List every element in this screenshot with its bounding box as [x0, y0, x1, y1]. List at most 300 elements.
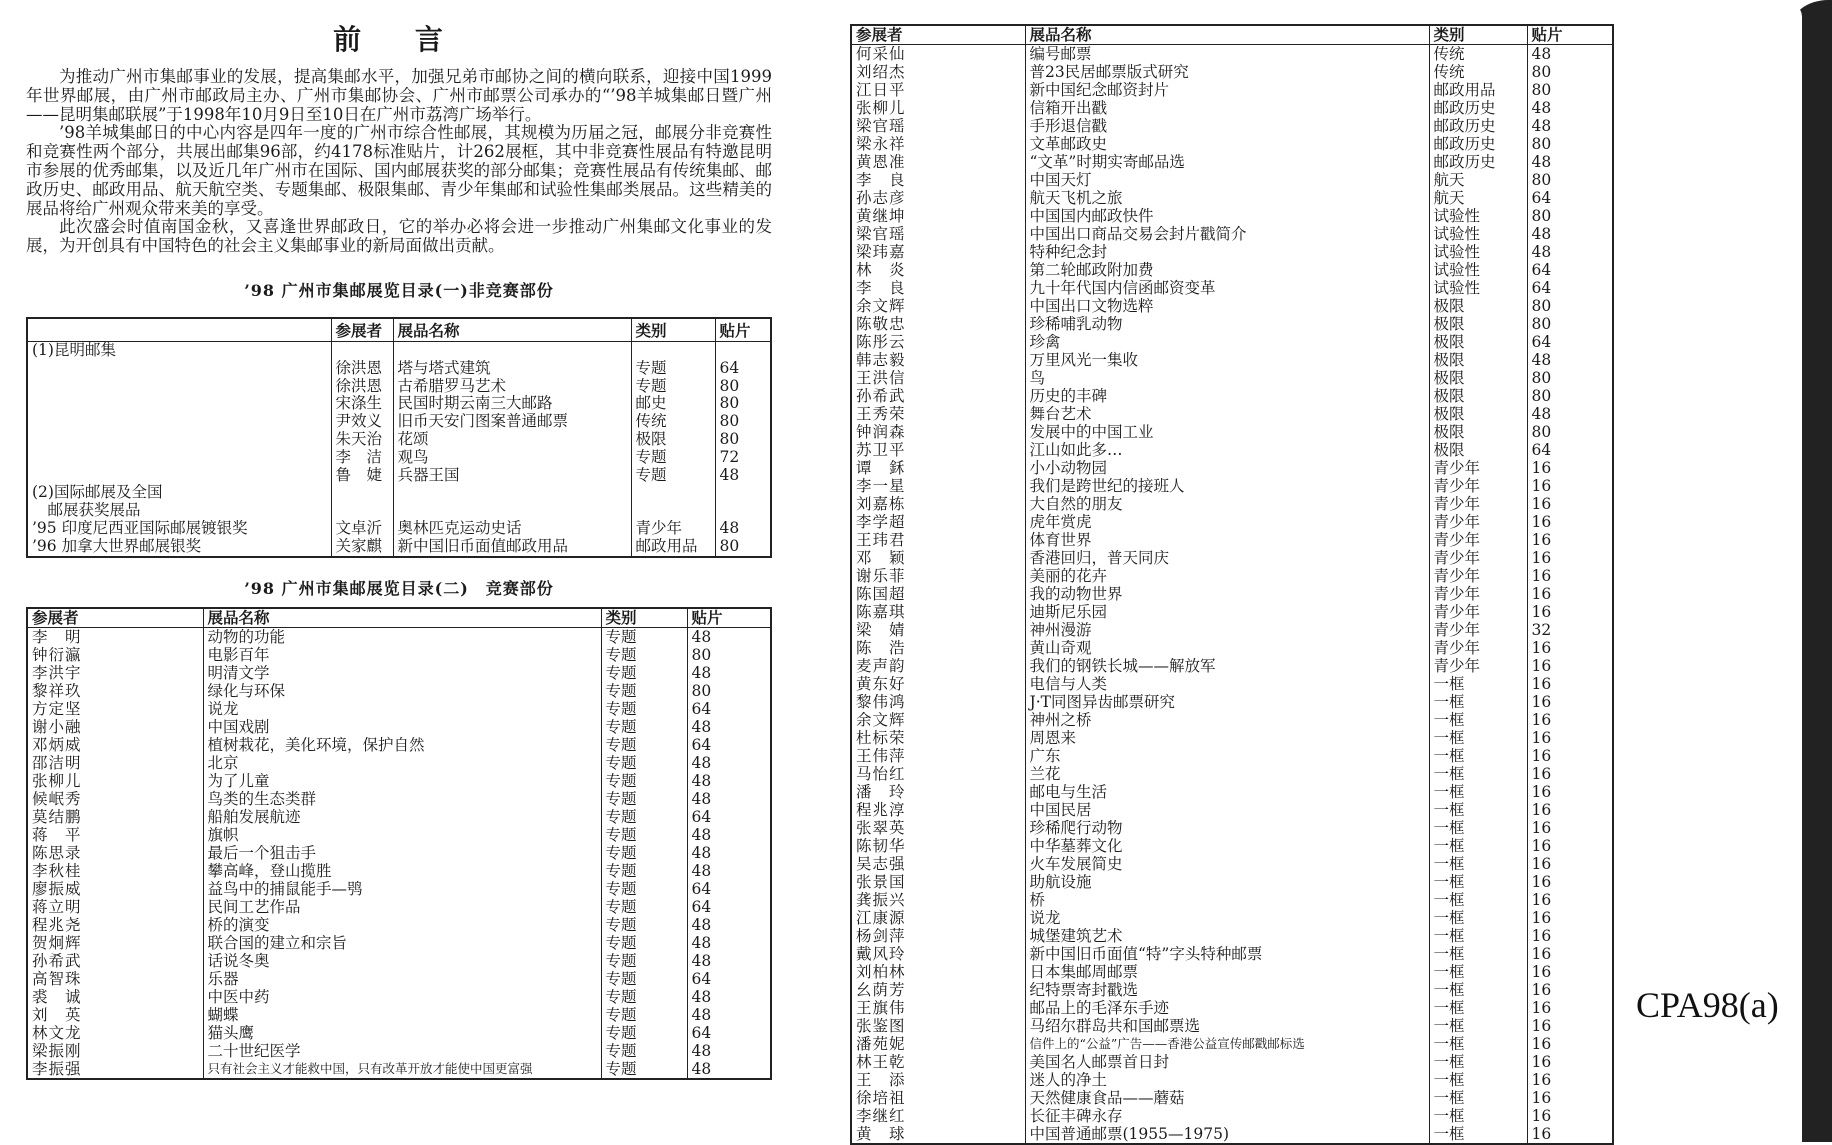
- table-cell: 一框: [1429, 711, 1527, 729]
- table-cell: 16: [1527, 1053, 1613, 1071]
- table-cell: 黎伟鸿: [856, 693, 906, 711]
- table-cell: 吴志强: [856, 855, 906, 873]
- table-cell: 64: [1527, 279, 1613, 297]
- table-cell: 极限: [1429, 405, 1527, 423]
- table-cell: 江康源: [856, 909, 906, 927]
- table-cell: 林 炎: [856, 261, 906, 279]
- table-cell: 乐器: [203, 970, 601, 988]
- table-row: [27, 700, 771, 718]
- table-row: [27, 682, 771, 700]
- table-cell: 专题: [601, 772, 687, 790]
- table-cell: 江日平: [856, 81, 906, 99]
- table-row: [27, 754, 771, 772]
- table-cell: 鸟: [1025, 369, 1429, 387]
- table-cell: 余文辉: [856, 711, 906, 729]
- table-cell: 手形退信戳: [1025, 117, 1429, 135]
- catalog3-body: [851, 45, 1613, 1145]
- catalog1-body: [27, 341, 771, 556]
- table-cell: 兵器王国: [393, 467, 631, 485]
- catalog2-table: [26, 607, 772, 1080]
- table-cell: 16: [1527, 459, 1613, 477]
- table-row: [851, 405, 1613, 423]
- table-row: [851, 189, 1613, 207]
- table-row: [851, 297, 1613, 315]
- table-row: [851, 657, 1613, 675]
- right-page: [850, 24, 1614, 1145]
- table-cell: 迷人的净土: [1025, 1071, 1429, 1089]
- table-cell: 广东: [1025, 747, 1429, 765]
- table-cell: 邮政历史: [1429, 135, 1527, 153]
- table-cell: 文革邮政史: [1025, 135, 1429, 153]
- table-cell: 邓 颖: [856, 549, 906, 567]
- table-cell: 贺炯辉: [32, 933, 82, 952]
- table-cell: 专题: [601, 826, 687, 844]
- table-cell: 16: [1527, 747, 1613, 765]
- table-row: [851, 135, 1613, 153]
- table-cell: 一框: [1429, 1017, 1527, 1035]
- table-cell: 高智珠: [32, 969, 82, 988]
- preface-body: [26, 68, 772, 256]
- table-cell: 钟润森: [856, 423, 906, 441]
- table-cell: 李 良: [856, 171, 906, 189]
- table-cell: 试验性: [1429, 207, 1527, 225]
- table-cell: 莫结鹏: [32, 807, 82, 826]
- table-cell: 张鉴图: [856, 1017, 906, 1035]
- table-cell: 绿化与环保: [203, 682, 601, 700]
- table-cell: 80: [687, 682, 771, 700]
- table-row: [851, 45, 1613, 64]
- table-cell: 万里风光一集收: [1025, 351, 1429, 369]
- table-cell: 64: [687, 1024, 771, 1042]
- table-cell: [331, 484, 393, 502]
- table-cell: 梁振刚: [32, 1041, 82, 1060]
- table-cell: 48: [687, 754, 771, 772]
- table-cell: 青少年: [1429, 495, 1527, 513]
- table-row: [851, 603, 1613, 621]
- header-cell: 参展者: [851, 25, 1025, 45]
- table-row: [851, 621, 1613, 639]
- table-cell: 青少年: [1429, 621, 1527, 639]
- table-cell: 极限: [1429, 315, 1527, 333]
- table-row: [27, 484, 771, 502]
- table-cell: 一框: [1429, 1107, 1527, 1125]
- table-cell: 陈 浩: [856, 639, 906, 657]
- table-cell: 孙志彦: [856, 189, 906, 207]
- table-cell: 极限: [1429, 297, 1527, 315]
- header-cell: 参展者: [27, 608, 203, 628]
- table-cell: 李秋桂: [32, 861, 82, 880]
- table-cell: 80: [715, 413, 771, 431]
- table-cell: 专题: [601, 988, 687, 1006]
- table-cell: 龚振兴: [856, 891, 906, 909]
- table-cell: 80: [715, 395, 771, 413]
- table-cell: 天然健康食品——蘑菇: [1025, 1089, 1429, 1107]
- table-cell: 黄恩准: [856, 153, 906, 171]
- table-row: [851, 459, 1613, 477]
- table-cell: 蒋 平: [32, 825, 82, 844]
- table-cell: 兰花: [1025, 765, 1429, 783]
- table-cell: 一框: [1429, 729, 1527, 747]
- left-page: [26, 18, 772, 1080]
- table-cell: 张翠英: [856, 819, 906, 837]
- table-cell: 王 添: [856, 1071, 906, 1089]
- table-cell: 专题: [601, 862, 687, 880]
- table-row: [851, 1089, 1613, 1107]
- table-row: [851, 585, 1613, 603]
- table-cell: 16: [1527, 477, 1613, 495]
- table-cell: [27, 378, 331, 396]
- table-row: [27, 862, 771, 880]
- table-header-row: [27, 318, 771, 342]
- table-cell: 一框: [1429, 981, 1527, 999]
- table-row: [27, 646, 771, 664]
- table-cell: 谢乐菲: [856, 567, 906, 585]
- table-cell: 80: [715, 378, 771, 396]
- table-cell: 传统: [1429, 63, 1527, 81]
- table-cell: 16: [1527, 1089, 1613, 1107]
- table-cell: 32: [1527, 621, 1613, 639]
- table-cell: 16: [1527, 567, 1613, 585]
- table-cell: 青少年: [1429, 459, 1527, 477]
- table-row: [27, 952, 771, 970]
- table-cell: 中国天灯: [1025, 171, 1429, 189]
- table-cell: 李洪宇: [32, 663, 82, 682]
- table-cell: 刘柏林: [856, 963, 906, 981]
- table-cell: 48: [687, 988, 771, 1006]
- table-cell: 极限: [1429, 387, 1527, 405]
- table-cell: 邮政用品: [631, 538, 715, 557]
- table-cell: 一框: [1429, 783, 1527, 801]
- table-row: [27, 1042, 771, 1060]
- table-cell: 专题: [601, 1042, 687, 1060]
- table-cell: 王秀荣: [856, 405, 906, 423]
- table-row: [851, 819, 1613, 837]
- table-cell: 极限: [1429, 441, 1527, 459]
- table-row: [27, 1060, 771, 1079]
- table-cell: 杨剑萍: [856, 927, 906, 945]
- table-row: [851, 675, 1613, 693]
- table-cell: 刘绍杰: [856, 63, 906, 81]
- table-cell: 48: [1527, 243, 1613, 261]
- table-cell: 中国普通邮票(1955—1975): [1025, 1125, 1429, 1144]
- table-cell: 48: [1527, 405, 1613, 423]
- table-cell: 鸟类的生态类群: [203, 790, 601, 808]
- table-row: [27, 808, 771, 826]
- table-cell: 80: [715, 431, 771, 449]
- table-row: [27, 664, 771, 682]
- table-cell: 邮史: [631, 395, 715, 413]
- preface-paragraph: 此次盛会时值南国金秋，又喜逢世界邮政日，它的举办必将会进一步推动广州集邮文化事业的发展，为开创具有中国特色的社会主义集邮事业的新局面做出贡献。: [26, 217, 772, 256]
- table-cell: 一框: [1429, 1125, 1527, 1144]
- table-row: [27, 1006, 771, 1024]
- table-cell: 16: [1527, 729, 1613, 747]
- table-cell: (2)国际邮展及全国: [32, 484, 163, 502]
- table-cell: 幺荫芳: [856, 981, 906, 999]
- table-cell: 专题: [601, 754, 687, 772]
- table-cell: 16: [1527, 603, 1613, 621]
- table-cell: 梁 婧: [856, 621, 906, 639]
- table-cell: 80: [1527, 297, 1613, 315]
- header-cell: 贴片: [687, 608, 771, 628]
- table-row: [27, 378, 771, 396]
- table-cell: 黎祥玖: [32, 681, 82, 700]
- table-cell: [631, 502, 715, 520]
- table-cell: 猫头鹰: [203, 1024, 601, 1042]
- table-cell: 蝴蝶: [203, 1006, 601, 1024]
- table-cell: 植树栽花，美化环境，保护自然: [203, 736, 601, 754]
- table-row: [27, 449, 771, 467]
- table-row: [851, 783, 1613, 801]
- table-row: [27, 467, 771, 485]
- table-header-row: [851, 25, 1613, 45]
- table-cell: 专题: [601, 700, 687, 718]
- table-cell: 廖振威: [32, 879, 82, 898]
- header-cell: 类别: [631, 318, 715, 342]
- table-row: [851, 315, 1613, 333]
- table-row: [27, 520, 771, 538]
- table-cell: 16: [1527, 585, 1613, 603]
- table-cell: 48: [687, 664, 771, 682]
- table-row: [851, 747, 1613, 765]
- table-cell: [27, 395, 331, 413]
- table-row: [27, 538, 771, 557]
- table-cell: 一框: [1429, 747, 1527, 765]
- table-cell: 16: [1527, 1035, 1613, 1053]
- table-row: [851, 495, 1613, 513]
- table-row: [851, 801, 1613, 819]
- table-cell: 80: [715, 538, 771, 557]
- table-cell: 16: [1527, 819, 1613, 837]
- table-cell: 专题: [601, 1060, 687, 1079]
- table-cell: 戴风玲: [856, 945, 906, 963]
- table-row: [851, 549, 1613, 567]
- header-cell: 展品名称: [1025, 25, 1429, 45]
- table-cell: 宋涤生: [331, 395, 393, 413]
- table-cell: 一框: [1429, 999, 1527, 1017]
- table-cell: 航天: [1429, 189, 1527, 207]
- table-cell: 48: [687, 772, 771, 790]
- table-cell: 80: [1527, 135, 1613, 153]
- table-cell: 黄 球: [856, 1125, 906, 1143]
- table-row: [851, 909, 1613, 927]
- table-cell: 杜标荣: [856, 729, 906, 747]
- table-cell: 试验性: [1429, 225, 1527, 243]
- table-cell: 64: [687, 736, 771, 754]
- table-cell: 80: [1527, 63, 1613, 81]
- table-cell: 专题: [601, 934, 687, 952]
- table-cell: 一框: [1429, 765, 1527, 783]
- table-cell: 李学超: [856, 513, 906, 531]
- table-row: [27, 898, 771, 916]
- header-cell: 类别: [601, 608, 687, 628]
- table-cell: 48: [687, 718, 771, 736]
- table-cell: 黄东好: [856, 675, 906, 693]
- table-cell: 古希腊罗马艺术: [393, 378, 631, 396]
- table-cell: 普23民居邮票版式研究: [1025, 63, 1429, 81]
- table-cell: 陈敬忠: [856, 315, 906, 333]
- table-cell: [393, 341, 631, 359]
- table-cell: 我们的钢铁长城——解放军: [1025, 657, 1429, 675]
- table-cell: 说龙: [203, 700, 601, 718]
- table-cell: 邮政历史: [1429, 99, 1527, 117]
- table-cell: 历史的丰碑: [1025, 387, 1429, 405]
- table-cell: 王玮君: [856, 531, 906, 549]
- table-cell: 梁玮嘉: [856, 243, 906, 261]
- table-cell: [27, 449, 331, 467]
- table-cell: 16: [1527, 657, 1613, 675]
- table-cell: 48: [687, 1042, 771, 1060]
- table-cell: ’96 加拿大世界邮展银奖: [32, 537, 202, 555]
- table-cell: 青少年: [1429, 477, 1527, 495]
- table-cell: [715, 341, 771, 359]
- table-cell: 专题: [601, 1006, 687, 1024]
- table-cell: 联合国的建立和宗旨: [203, 934, 601, 952]
- header-cell: 类别: [1429, 25, 1527, 45]
- table-cell: 邵洁明: [32, 753, 82, 772]
- table-row: [27, 1024, 771, 1042]
- table-cell: 徐洪恩: [331, 378, 393, 396]
- table-cell: 攀高峰，登山揽胜: [203, 862, 601, 880]
- table-cell: 长征丰碑永存: [1025, 1107, 1429, 1125]
- table-cell: 邓炳威: [32, 735, 82, 754]
- table-cell: 张柳儿: [856, 99, 906, 117]
- table-cell: 李继红: [856, 1107, 906, 1125]
- table-cell: 话说冬奥: [203, 952, 601, 970]
- table-cell: 马绍尔群岛共和国邮票选: [1025, 1017, 1429, 1035]
- table-cell: 余文辉: [856, 297, 906, 315]
- table-cell: 潘苑妮: [856, 1035, 906, 1053]
- table-cell: 80: [1527, 171, 1613, 189]
- table-cell: 民国时期云南三大邮路: [393, 395, 631, 413]
- table-cell: 周恩来: [1025, 729, 1429, 747]
- table-cell: 48: [687, 627, 771, 646]
- table-row: [851, 945, 1613, 963]
- preface-paragraph: ’98羊城集邮日的中心内容是四年一度的广州市综合性邮展，其规模为历届之冠，邮展分非竞赛性和竞赛性两个部分，共展出邮集96部，约4178标准贴片，计262展框，其中非竞赛性展品有特邀昆明市参展的优秀邮集，以及近几年广州市在国际、国内邮展获奖的部分邮集；竞赛性展品有传统集邮、邮政历史、邮政用品、航天航空类、专题集邮、极限集邮、青少年集邮和试验性集邮类展品。这些精美的展品将给广州观众带来美的享受。: [26, 123, 772, 218]
- table-row: [851, 1125, 1613, 1144]
- table-row: [851, 927, 1613, 945]
- table-cell: 64: [1527, 261, 1613, 279]
- table-cell: 二十世纪医学: [203, 1042, 601, 1060]
- table-cell: 李一星: [856, 477, 906, 495]
- table-cell: 48: [687, 790, 771, 808]
- table-cell: 48: [715, 467, 771, 485]
- table-cell: 16: [1527, 495, 1613, 513]
- table-cell: 64: [687, 808, 771, 826]
- table-cell: [27, 360, 331, 378]
- table-cell: 陈国超: [856, 585, 906, 603]
- table-cell: 九十年代国内信函邮资变革: [1025, 279, 1429, 297]
- table-cell: 极限: [1429, 423, 1527, 441]
- table-cell: 一框: [1429, 1089, 1527, 1107]
- table-cell: 16: [1527, 963, 1613, 981]
- table-cell: 助航设施: [1025, 873, 1429, 891]
- table-cell: 王伟萍: [856, 747, 906, 765]
- table-cell: 专题: [601, 627, 687, 646]
- table-cell: 16: [1527, 711, 1613, 729]
- table-cell: 邮展获奖展品: [32, 502, 141, 520]
- table-cell: 试验性: [1429, 261, 1527, 279]
- table-row: [851, 1107, 1613, 1125]
- table-row: [851, 999, 1613, 1017]
- table-cell: 16: [1527, 981, 1613, 999]
- table-cell: 邮政历史: [1429, 117, 1527, 135]
- table-cell: 一框: [1429, 909, 1527, 927]
- catalog2-title: ’98 广州市集邮展览目录(二) 竞赛部份: [244, 578, 554, 598]
- table-cell: 珍禽: [1025, 333, 1429, 351]
- table-cell: 美丽的花卉: [1025, 567, 1429, 585]
- catalog1-table: [26, 317, 772, 558]
- table-cell: 48: [1527, 351, 1613, 369]
- table-row: [851, 855, 1613, 873]
- table-cell: 徐洪恩: [331, 360, 393, 378]
- table-cell: 专题: [601, 898, 687, 916]
- table-cell: [27, 467, 331, 485]
- table-cell: J·T同图异齿邮票研究: [1025, 693, 1429, 711]
- table-cell: 邮政用品: [1429, 81, 1527, 99]
- table-cell: 专题: [631, 449, 715, 467]
- preface-paragraph: 为推动广州市集邮事业的发展，提高集邮水平，加强兄弟市邮协之间的横向联系，迎接中国1999年世界邮展，由广州市邮政局主办、广州市集邮协会、广州市邮票公司承办的“’98羊城集邮日暨广州——昆明集邮联展”于1998年10月9日至10日在广州市荔湾广场举行。: [26, 67, 772, 124]
- table-cell: 李振强: [32, 1059, 82, 1078]
- table-cell: 64: [1527, 333, 1613, 351]
- table-row: [851, 711, 1613, 729]
- table-cell: 一框: [1429, 801, 1527, 819]
- table-cell: 旧币天安门图案普通邮票: [393, 413, 631, 431]
- table-cell: 16: [1527, 1017, 1613, 1035]
- table-cell: 中医中药: [203, 988, 601, 1006]
- table-cell: 电信与人类: [1025, 675, 1429, 693]
- table-cell: [631, 484, 715, 502]
- table-cell: 林文龙: [32, 1023, 82, 1042]
- table-cell: 我们是跨世纪的接班人: [1025, 477, 1429, 495]
- table-cell: 陈彤云: [856, 333, 906, 351]
- table-row: [851, 81, 1613, 99]
- table-cell: 我的动物世界: [1025, 585, 1429, 603]
- table-cell: 48: [1527, 225, 1613, 243]
- table-cell: 中国出口商品交易会封片戳简介: [1025, 225, 1429, 243]
- table-cell: 孙希武: [32, 951, 82, 970]
- table-cell: 尹效义: [331, 413, 393, 431]
- table-cell: 16: [1527, 873, 1613, 891]
- table-row: [851, 1053, 1613, 1071]
- table-cell: 观鸟: [393, 449, 631, 467]
- table-cell: 专题: [601, 808, 687, 826]
- table-row: [851, 441, 1613, 459]
- header-cell: 展品名称: [393, 318, 631, 342]
- table-row: [27, 844, 771, 862]
- header-cell: 贴片: [1527, 25, 1613, 45]
- catalog2-body: [27, 627, 771, 1079]
- table-row: [851, 981, 1613, 999]
- table-cell: 16: [1527, 639, 1613, 657]
- table-row: [27, 395, 771, 413]
- table-cell: 香港回归，普天同庆: [1025, 549, 1429, 567]
- table-row: [851, 693, 1613, 711]
- table-cell: 程兆淳: [856, 801, 906, 819]
- table-cell: 16: [1527, 927, 1613, 945]
- table-cell: 72: [715, 449, 771, 467]
- table-cell: 16: [1527, 693, 1613, 711]
- table-cell: 张景国: [856, 873, 906, 891]
- table-cell: ’95 印度尼西亚国际邮展镀银奖: [32, 519, 248, 537]
- table-cell: 梁永祥: [856, 135, 906, 153]
- table-cell: 苏卫平: [856, 441, 906, 459]
- table-cell: 48: [687, 826, 771, 844]
- table-row: [851, 153, 1613, 171]
- table-cell: 试验性: [1429, 279, 1527, 297]
- table-cell: 潘 玲: [856, 783, 906, 801]
- table-row: [851, 207, 1613, 225]
- table-cell: 说龙: [1025, 909, 1429, 927]
